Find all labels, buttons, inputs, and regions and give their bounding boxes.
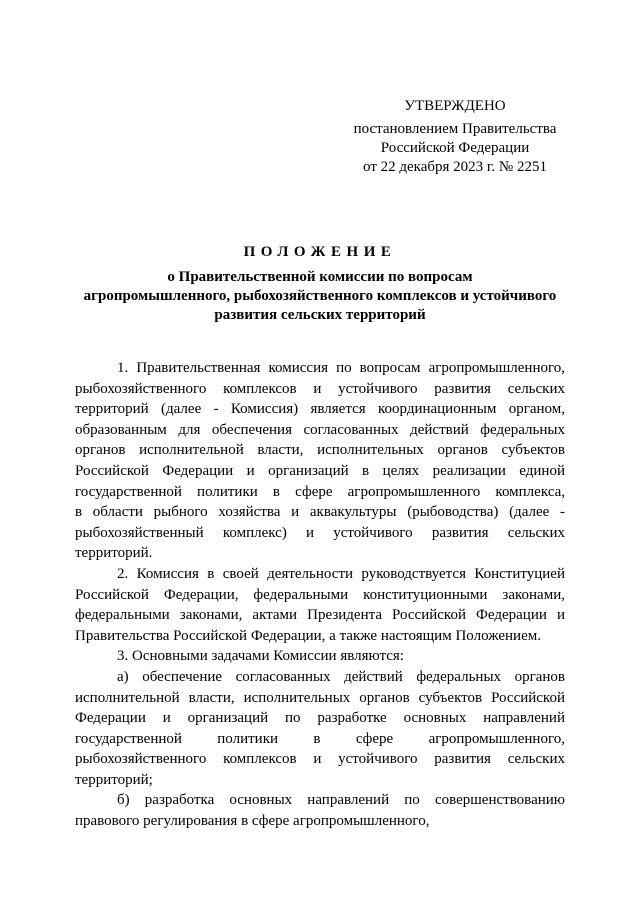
paragraph-line: 3. Основными задачами Комиссии являются: <box>117 648 404 665</box>
subtitle-line: о Правительственной комиссии по вопросам <box>167 269 473 285</box>
paragraph-line: Федерации и организаций по разработке основных направлений <box>75 710 565 727</box>
paragraph-line: органов исполнительной власти, исполнительных органов субъектов <box>75 442 565 459</box>
paragraph-line: б) разработка основных направлений по совершенствованию <box>117 792 565 809</box>
paragraph-line: образованным для обеспечения согласованных действий федеральных <box>75 421 565 438</box>
approval-line: Российской Федерации <box>380 140 530 156</box>
document-subtitle <box>0 268 640 325</box>
subtitle-line: развития сельских территорий <box>214 307 426 323</box>
approval-heading: УТВЕРЖДЕНО <box>404 98 506 114</box>
approval-line: от 22 декабря 2023 г. № 2251 <box>363 159 547 175</box>
paragraph-line: территорий. <box>75 545 153 562</box>
subtitle-line: агропромышленного, рыбохозяйственного комплексов и устойчивого <box>83 288 557 304</box>
paragraph-line: государственной политики в сфере агропромышленного, <box>75 730 565 747</box>
paragraph-line: 2. Комиссия в своей деятельности руководствуется Конституцией <box>117 565 565 582</box>
paragraph-line: рыбохозяйственного комплексов и устойчивого развития сельских <box>75 751 565 768</box>
paragraph-line: федеральными законами, актами Президента Российской Федерации и <box>75 607 565 624</box>
document-title: ПОЛОЖЕНИЕ <box>243 244 397 260</box>
paragraph-line: Российской Федерации, федеральными конституционными законами, <box>75 586 565 603</box>
document-body <box>75 358 565 832</box>
paragraph <box>75 646 565 667</box>
paragraph-line: а) обеспечение согласованных действий федеральных органов <box>117 668 565 685</box>
paragraph <box>75 358 565 564</box>
paragraph-line: территорий (далее - Комиссия) является координационным органом, <box>75 401 565 418</box>
approval-line: постановлением Правительства <box>353 121 557 137</box>
paragraph-line: 1. Правительственная комиссия по вопросам агропромышленного, <box>117 360 565 376</box>
paragraph-line: рыбохозяйственный комплекс) и устойчивого развития сельских <box>75 524 565 541</box>
paragraph-line: в области рыбного хозяйства и аквакультуры (рыбоводства) (далее - <box>75 504 565 521</box>
paragraph <box>75 790 565 831</box>
paragraph-line: рыбохозяйственного комплексов и устойчивого развития сельских <box>75 380 565 397</box>
paragraph-line: государственной политики в сфере агропромышленного комплекса, <box>75 483 565 500</box>
approval-stamp <box>330 97 580 177</box>
paragraph-line: Российской Федерации и организаций в целях реализации единой <box>75 462 565 479</box>
paragraph-line: правового регулирования в сфере агропромышленного, <box>75 813 430 830</box>
paragraph-line: исполнительной власти, исполнительных органов субъектов Российской <box>75 689 565 706</box>
paragraph-line: Правительства Российской Федерации, а также настоящим Положением. <box>75 627 541 644</box>
paragraph-line: территорий; <box>75 771 153 788</box>
paragraph <box>75 667 565 791</box>
paragraph <box>75 564 565 646</box>
